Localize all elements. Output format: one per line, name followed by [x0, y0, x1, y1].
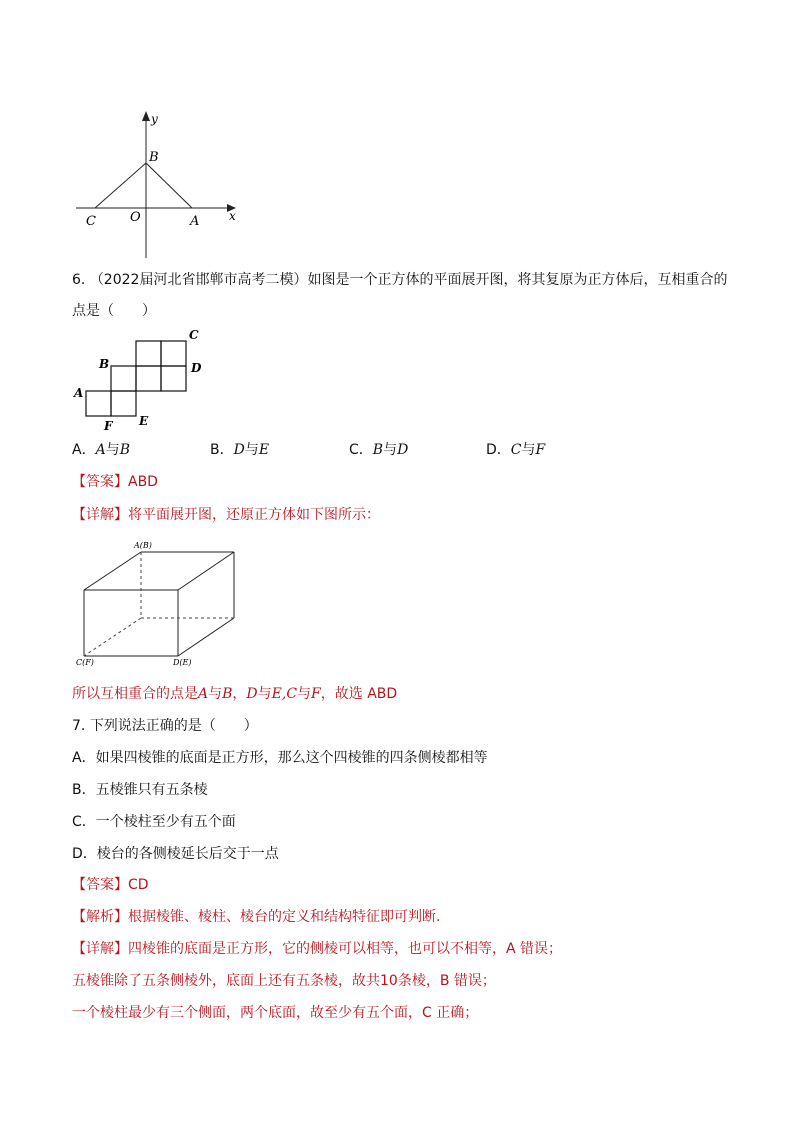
q6-detail [72, 505, 380, 525]
net-square [111, 391, 136, 416]
q7-option-a: A．如果四棱锥的底面是正方形，那么这个四棱锥的四条侧棱都相等 [72, 750, 488, 766]
net-label-e: E [139, 414, 149, 428]
coordinate-figure [70, 108, 250, 260]
cube-label-bottom-left: C(F) [76, 658, 94, 667]
q6-text: （2022届河北省邯郸市高考二模）如图是一个正方体的平面展开图，将其复原为正方体后，互相重合的 [89, 272, 728, 288]
net-square [111, 366, 136, 391]
label-y: y [151, 112, 158, 126]
detail-tag: 【详解】 [72, 507, 128, 523]
q7-answer [72, 875, 149, 895]
q7-option-c: C．一个棱柱至少有五个面 [72, 814, 236, 830]
q6-option-d: D．C与F [486, 442, 546, 458]
analysis-tag: 【解析】 [72, 909, 128, 925]
q6-number: 6. [72, 272, 86, 288]
detail-text: 四棱锥的底面是正方形，它的侧棱可以相等，也可以不相等，A 错误； [128, 941, 563, 957]
segment-ba [146, 163, 192, 208]
q7-option-b: B．五棱锥只有五条棱 [72, 782, 208, 798]
q7-detail-line3: 一个棱柱最少有三个侧面，两个底面，故至少有五个面，C 正确； [72, 1005, 479, 1021]
net-square [136, 366, 161, 391]
q6-option-c: C．B与D [349, 442, 409, 458]
answer-value: CD [128, 877, 149, 893]
q6-option-b: B．D与E [210, 442, 270, 458]
q6-conclusion: 所以互相重合的点是A与B，D与E,C与F，故选 ABD [72, 686, 398, 702]
y-axis-arrow [142, 111, 150, 121]
q7-detail-line2: 五棱锥除了五条侧棱外，底面上还有五条棱，故共10条棱，B 错误； [72, 973, 496, 989]
net-label-a: A [74, 386, 84, 400]
analysis-text: 根据棱锥、棱柱、棱台的定义和结构特征即可判断. [128, 909, 441, 925]
q7-detail-line1 [72, 939, 562, 959]
answer-tag: 【答案】 [72, 474, 128, 490]
q7-analysis [72, 907, 440, 927]
cube-net-figure [70, 324, 220, 434]
q7-option-d: D．棱台的各侧棱延长后交于一点 [72, 846, 279, 862]
q7-text [72, 716, 258, 736]
q6-text-line1 [72, 270, 727, 290]
net-label-b: B [99, 357, 110, 371]
label-a: A [190, 214, 200, 229]
net-square [136, 341, 161, 366]
label-o: O [130, 210, 141, 225]
net-square [161, 366, 186, 391]
answer-value: ABD [128, 474, 158, 490]
net-label-f: F [104, 419, 113, 433]
label-x: x [229, 209, 236, 223]
net-square [161, 341, 186, 366]
label-c: C [86, 214, 96, 229]
cube-label-top: A(B) [134, 541, 152, 550]
detail-tag: 【详解】 [72, 941, 128, 957]
detail-text: 将平面展开图，还原正方体如下图所示： [128, 507, 380, 523]
q7-number: 7. [72, 718, 86, 734]
net-square [86, 391, 111, 416]
label-b: B [149, 150, 159, 165]
cube-figure [74, 538, 254, 670]
q6-answer [72, 472, 158, 492]
net-label-c: C [189, 328, 199, 342]
segment-cb [95, 163, 146, 208]
q6-text-line2: 点是（ ） [72, 303, 156, 319]
net-label-d: D [191, 361, 202, 375]
q7-stem: 下列说法正确的是（ ） [89, 718, 258, 734]
answer-tag: 【答案】 [72, 877, 128, 893]
cube-label-bottom-right: D(E) [173, 658, 192, 667]
q6-option-a: A．A与B [72, 442, 130, 458]
